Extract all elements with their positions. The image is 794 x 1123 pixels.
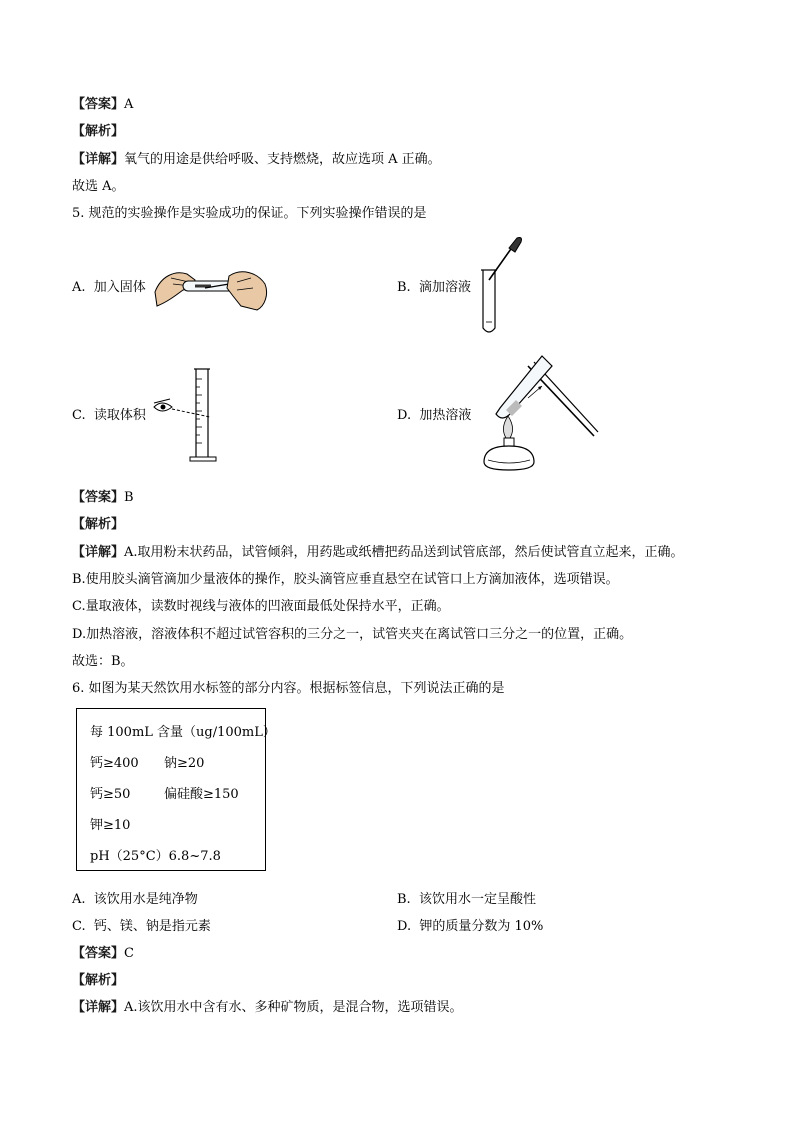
- option-text: 钾的质量分数为 10%: [419, 919, 544, 934]
- option-text: 该饮用水一定呈酸性: [418, 892, 536, 907]
- label-row1-right: 钠≥20: [164, 756, 205, 771]
- option-text: 钙、镁、钠是指元素: [93, 919, 211, 934]
- label-row2-left: 钙≥50: [90, 787, 131, 802]
- q6-option-c: [72, 918, 211, 936]
- answer-value: A: [124, 97, 134, 112]
- water-label-box: [76, 708, 276, 871]
- option-text: 加入固体: [93, 280, 146, 295]
- q5-analysis-line: [72, 516, 124, 534]
- answer-value: C: [124, 946, 134, 961]
- q5-option-d: [397, 407, 471, 425]
- detail-tag: 【详解】: [72, 1000, 125, 1015]
- option-letter: C.: [72, 408, 86, 423]
- option-text: 加热溶液: [419, 408, 472, 423]
- q5-option-b: [397, 279, 471, 297]
- q6-answer-line: [72, 945, 134, 963]
- q5-detail-d: D.加热溶液，溶液体积不超过试管容积的三分之一，试管夹夹在离试管口三分之一的位置，正确。: [72, 627, 633, 642]
- answer-tag: 【答案】: [72, 946, 125, 961]
- q6-analysis-line: [72, 972, 124, 990]
- q6-stem: 6. 如图为某天然饮用水标签的部分内容。根据标签信息，下列说法正确的是: [72, 681, 505, 696]
- detail-tag: 【详解】: [72, 152, 125, 167]
- option-letter: D.: [397, 919, 412, 934]
- q5-option-c: [72, 407, 146, 425]
- detail-text: A.取用粉末状药品，试管倾斜，用药匙或纸槽把药品送到试管底部，然后使试管直立起来，正确。: [124, 545, 684, 560]
- q5-answer-line: [72, 489, 134, 507]
- q4-detail-line: [72, 151, 441, 169]
- label-row1-left: 钙≥400: [90, 756, 139, 771]
- q4-analysis-line: [72, 123, 124, 141]
- option-letter: C.: [72, 919, 86, 934]
- option-letter: B.: [397, 892, 411, 907]
- test-tube-hands-figure: [153, 262, 271, 314]
- q5-stem: 5. 规范的实验操作是实验成功的保证。下列实验操作错误的是: [72, 206, 427, 221]
- q4-conclusion: 故选 A。: [72, 179, 125, 194]
- q5-option-a: [72, 279, 146, 297]
- option-letter: A.: [72, 280, 86, 295]
- q5-conclusion: 故选：B。: [72, 654, 134, 669]
- analysis-tag: 【解析】: [72, 517, 125, 532]
- q4-answer-line: [72, 96, 133, 114]
- q6-option-a: [72, 891, 198, 909]
- detail-text: 氧气的用途是供给呼吸、支持燃烧，故应选项 A 正确。: [124, 152, 441, 167]
- q6-option-b: [397, 891, 536, 909]
- analysis-tag: 【解析】: [72, 124, 125, 139]
- option-text: 读取体积: [93, 408, 146, 423]
- q6-option-d: [397, 918, 543, 936]
- label-header: 每 100mL 含量（ug/100mL）: [90, 725, 276, 740]
- heating-test-tube-figure: [470, 352, 600, 474]
- detail-text: A.该饮用水中含有水、多种矿物质，是混合物，选项错误。: [124, 1000, 463, 1015]
- q5-detail-a: [72, 544, 684, 562]
- option-letter: A.: [72, 892, 86, 907]
- q5-detail-c: C.量取液体，读数时视线与液体的凹液面最低处保持水平，正确。: [72, 599, 450, 614]
- option-letter: B.: [397, 280, 411, 295]
- answer-value: B: [124, 490, 134, 505]
- option-text: 滴加溶液: [418, 280, 471, 295]
- option-letter: D.: [397, 408, 412, 423]
- detail-tag: 【详解】: [72, 545, 125, 560]
- q6-detail-a: [72, 999, 463, 1017]
- graduated-cylinder-figure: [150, 365, 230, 465]
- answer-tag: 【答案】: [72, 97, 125, 112]
- label-row3-left: 钾≥10: [90, 818, 131, 833]
- analysis-tag: 【解析】: [72, 973, 125, 988]
- q5-detail-b: B.使用胶头滴管滴加少量液体的操作，胶头滴管应垂直悬空在试管口上方滴加液体，选项错误。: [72, 572, 619, 587]
- option-text: 该饮用水是纯净物: [93, 892, 198, 907]
- label-row2-right: 偏硅酸≥150: [164, 787, 239, 802]
- dropper-test-tube-figure: [475, 236, 525, 340]
- answer-tag: 【答案】: [72, 490, 125, 505]
- label-row4: pH（25°C）6.8~7.8: [90, 849, 221, 864]
